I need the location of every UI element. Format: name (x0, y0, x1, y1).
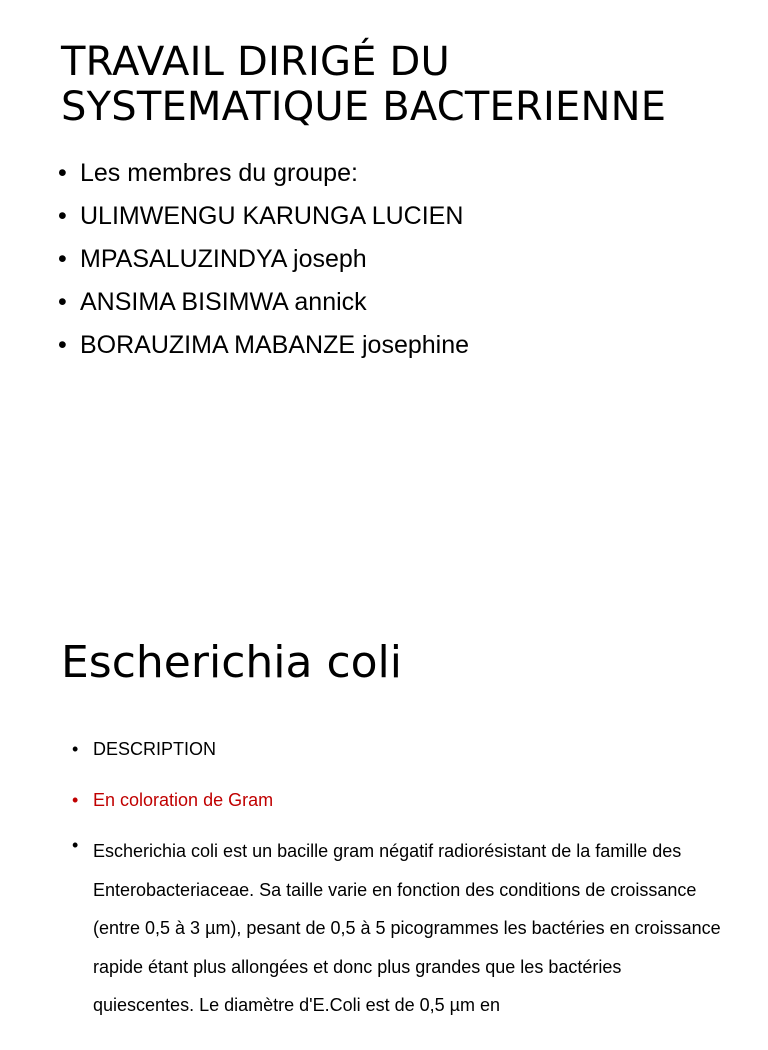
description-list (72, 736, 723, 1050)
bullet-icon: • (58, 202, 67, 230)
list-item (72, 787, 723, 813)
list-item (58, 197, 469, 240)
bullet-icon: • (58, 331, 67, 359)
bullet-icon: • (72, 739, 79, 759)
list-item-text: Les membres du groupe: (80, 159, 358, 187)
list-item (58, 154, 469, 197)
description-paragraph: Escherichia coli est un bacille gram négatif radiorésistant de la famille des Enterobacteriaceae. Sa taille varie en fonction des conditions de croissance (entre 0,5 à 3 µm), pesant de 0,5 à 5 picogrammes les bactéries en croissance rapide étant plus allongées et donc plus grandes que les bactéries quiescentes. Le diamètre d'E.Coli est de 0,5 µm en (93, 841, 721, 1015)
slide-1-title-line-2: SYSTEMATIQUE BACTERIENNE (61, 84, 667, 130)
slide-1-title (61, 40, 666, 130)
list-item (58, 240, 469, 283)
bullet-icon: • (58, 245, 67, 273)
description-heading: DESCRIPTION (93, 739, 217, 759)
slide-1 (0, 0, 768, 500)
bullet-icon: • (58, 288, 67, 316)
bullet-icon: • (58, 159, 67, 187)
slide-2-title: Escherichia coli (61, 637, 402, 688)
bullet-icon: • (72, 835, 79, 855)
list-item (58, 326, 469, 369)
list-item (58, 283, 469, 326)
group-members-list (58, 154, 469, 369)
list-item-text: BORAUZIMA MABANZE josephine (80, 331, 470, 359)
bullet-icon: • (72, 790, 79, 810)
gram-stain-heading: En coloration de Gram (93, 790, 274, 810)
list-item-text: MPASALUZINDYA joseph (80, 245, 367, 273)
list-item-text: ANSIMA BISIMWA annick (80, 288, 367, 316)
slide-2 (0, 600, 768, 1024)
list-item (72, 832, 723, 1025)
list-item-text: ULIMWENGU KARUNGA LUCIEN (80, 202, 464, 230)
slide-1-title-line-1: TRAVAIL DIRIGÉ DU (61, 39, 451, 85)
list-item (72, 736, 723, 762)
